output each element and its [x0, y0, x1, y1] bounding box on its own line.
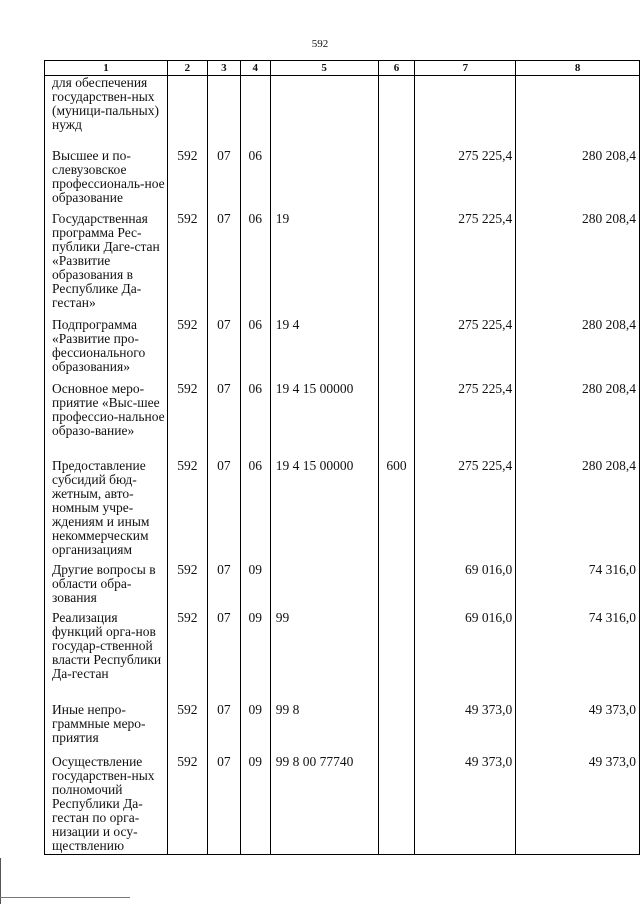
row-col-3: 07	[207, 149, 240, 212]
row-col-4: 06	[240, 382, 270, 459]
row-col-6	[378, 563, 415, 611]
row-col-6	[378, 212, 415, 318]
table-row	[45, 76, 640, 149]
row-col-7: 275 225,4	[415, 318, 516, 382]
row-name: Осуществление государствен-ных полномочий Республики Да-гестан по орга-низации и осу-ществлению	[45, 755, 168, 855]
row-name: Предоставление субсидий бюд-жетным, авто-номным учре-ждениям и иным некоммерческим организациям	[45, 459, 168, 563]
row-col-5: 99	[270, 611, 378, 703]
row-col-2: 592	[167, 149, 207, 212]
row-col-6	[378, 76, 415, 149]
table-row	[45, 611, 640, 703]
row-col-8: 280 208,4	[516, 149, 640, 212]
header-col-6: 6	[378, 61, 415, 76]
row-col-8: 74 316,0	[516, 563, 640, 611]
row-col-2: 592	[167, 318, 207, 382]
row-name: Государственная программа Рес-публики Даге-стан «Развитие образования в Республике Да-гестан»	[45, 212, 168, 318]
row-col-7: 275 225,4	[415, 149, 516, 212]
row-col-3: 07	[207, 212, 240, 318]
table-header-row	[45, 61, 640, 76]
row-col-2: 592	[167, 459, 207, 563]
row-name: Иные непро-граммные меро-приятия	[45, 703, 168, 755]
row-col-7: 275 225,4	[415, 382, 516, 459]
header-col-1: 1	[45, 61, 168, 76]
row-name: Другие вопросы в области обра-зования	[45, 563, 168, 611]
row-col-7: 49 373,0	[415, 703, 516, 755]
row-col-4: 06	[240, 459, 270, 563]
row-name: Реализация функций орга-нов государ-ственной власти Республики Да-гестан	[45, 611, 168, 703]
row-col-6: 600	[378, 459, 415, 563]
row-name: Подпрограмма «Развитие про-фессионального образования»	[45, 318, 168, 382]
row-col-4	[240, 76, 270, 149]
budget-table	[44, 60, 640, 855]
row-col-7: 275 225,4	[415, 212, 516, 318]
row-col-3: 07	[207, 611, 240, 703]
table-row	[45, 563, 640, 611]
row-col-6	[378, 703, 415, 755]
row-col-2: 592	[167, 755, 207, 855]
row-col-4: 09	[240, 563, 270, 611]
row-name: Высшее и по-слевузовское профессиональ-ное образование	[45, 149, 168, 212]
header-col-8: 8	[516, 61, 640, 76]
row-col-3: 07	[207, 459, 240, 563]
row-col-2: 592	[167, 212, 207, 318]
row-col-8: 280 208,4	[516, 318, 640, 382]
row-col-4: 06	[240, 149, 270, 212]
row-col-6	[378, 611, 415, 703]
row-col-4: 06	[240, 212, 270, 318]
scan-bottom-line	[0, 897, 130, 898]
row-col-5: 19 4 15 00000	[270, 459, 378, 563]
table-row	[45, 382, 640, 459]
row-col-7: 69 016,0	[415, 611, 516, 703]
header-col-2: 2	[167, 61, 207, 76]
row-col-3: 07	[207, 563, 240, 611]
row-col-3: 07	[207, 382, 240, 459]
header-col-5: 5	[270, 61, 378, 76]
row-col-2: 592	[167, 563, 207, 611]
row-col-8: 280 208,4	[516, 459, 640, 563]
row-col-6	[378, 318, 415, 382]
table-row	[45, 318, 640, 382]
table-row	[45, 755, 640, 855]
row-col-6	[378, 149, 415, 212]
row-col-8: 49 373,0	[516, 755, 640, 855]
row-col-2	[167, 76, 207, 149]
row-col-7: 49 373,0	[415, 755, 516, 855]
table-row	[45, 212, 640, 318]
row-col-7: 69 016,0	[415, 563, 516, 611]
header-col-4: 4	[240, 61, 270, 76]
row-col-5	[270, 149, 378, 212]
row-col-8	[516, 76, 640, 149]
row-col-5	[270, 76, 378, 149]
row-col-8: 49 373,0	[516, 703, 640, 755]
row-col-4: 09	[240, 755, 270, 855]
row-name: для обеспечения государствен-ных (муници-пальных) нужд	[45, 76, 168, 149]
row-col-2: 592	[167, 703, 207, 755]
row-col-5: 99 8 00 77740	[270, 755, 378, 855]
row-col-8: 280 208,4	[516, 212, 640, 318]
row-col-4: 09	[240, 611, 270, 703]
row-col-5: 19	[270, 212, 378, 318]
table-row	[45, 459, 640, 563]
row-col-5	[270, 563, 378, 611]
header-col-7: 7	[415, 61, 516, 76]
row-col-4: 09	[240, 703, 270, 755]
row-col-7: 275 225,4	[415, 459, 516, 563]
row-col-2: 592	[167, 382, 207, 459]
row-col-6	[378, 755, 415, 855]
page-number: 592	[311, 38, 329, 50]
row-col-3: 07	[207, 755, 240, 855]
row-col-5: 19 4	[270, 318, 378, 382]
row-col-3: 07	[207, 703, 240, 755]
row-col-3	[207, 76, 240, 149]
row-col-6	[378, 382, 415, 459]
table-row	[45, 703, 640, 755]
row-col-7	[415, 76, 516, 149]
row-col-5: 99 8	[270, 703, 378, 755]
row-col-8: 74 316,0	[516, 611, 640, 703]
row-col-3: 07	[207, 318, 240, 382]
row-col-4: 06	[240, 318, 270, 382]
header-col-3: 3	[207, 61, 240, 76]
row-col-5: 19 4 15 00000	[270, 382, 378, 459]
row-col-8: 280 208,4	[516, 382, 640, 459]
row-col-2: 592	[167, 611, 207, 703]
table-row	[45, 149, 640, 212]
row-name: Основное меро-приятие «Выс-шее профессио-нальное образо-вание»	[45, 382, 168, 459]
